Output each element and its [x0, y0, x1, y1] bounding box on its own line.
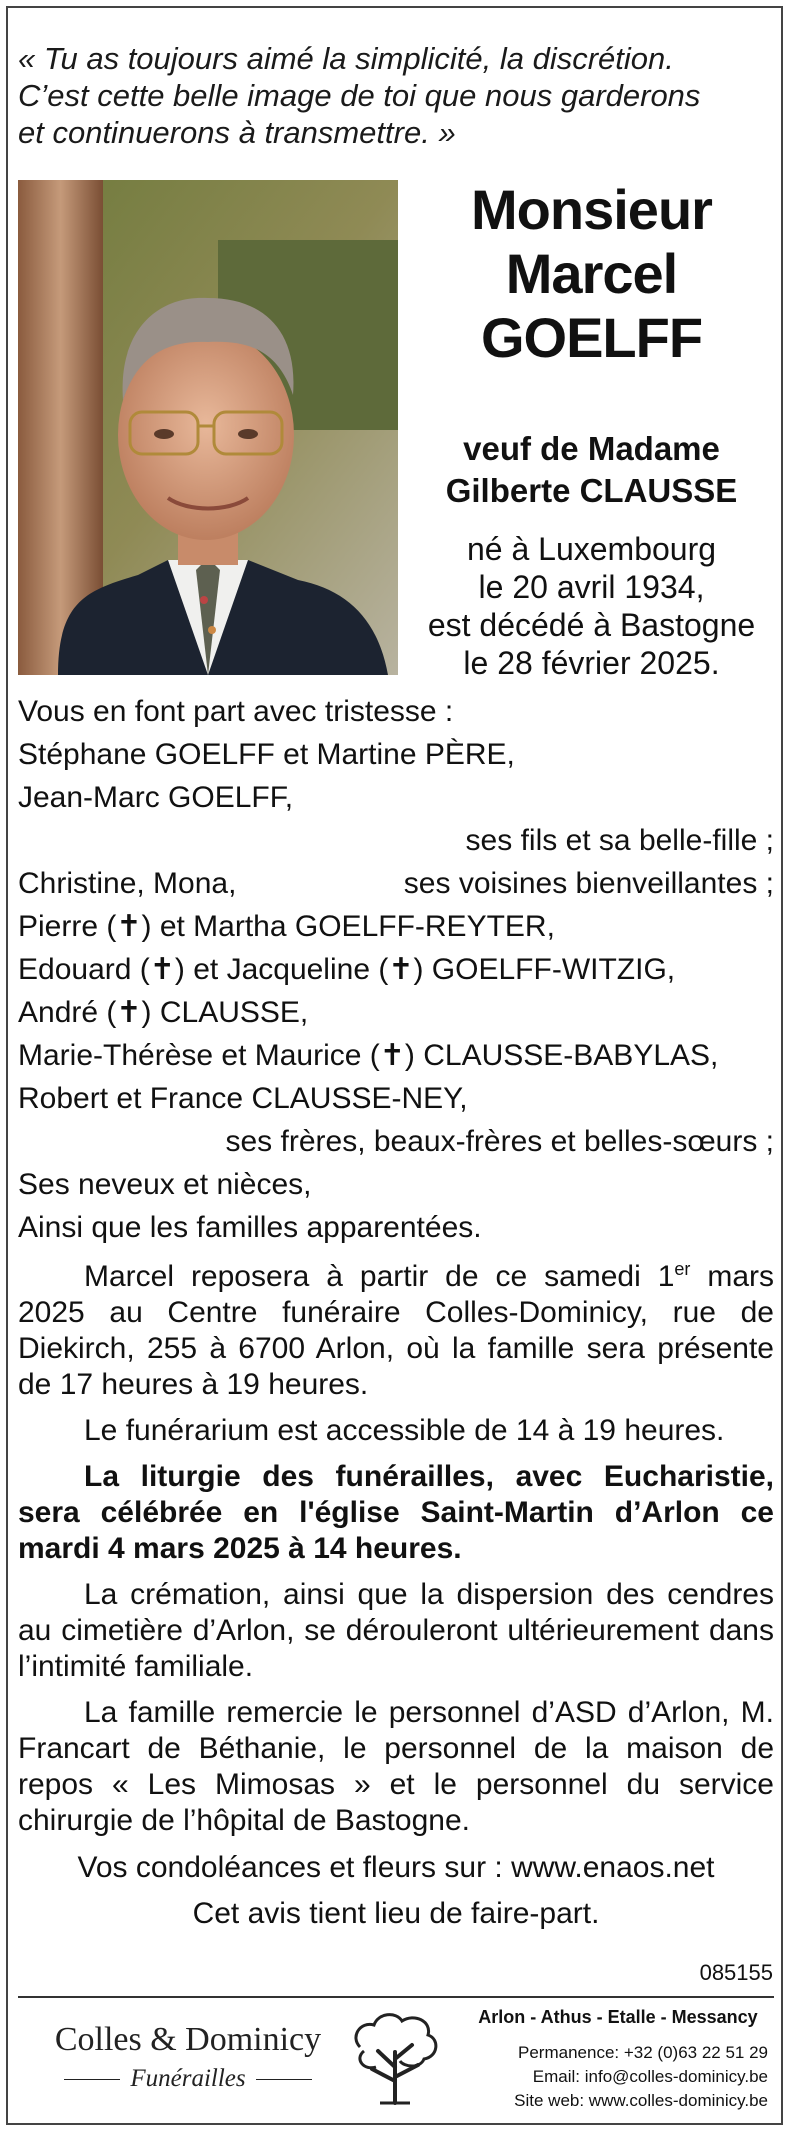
deceased-title: Monsieur — [471, 178, 712, 241]
deceased-first-name: Marcel — [505, 242, 678, 305]
cremation-paragraph: La crémation, ainsi que la dispersion des cendres au cimetière d’Arlon, se dérouleront ultérieurement dans l’intimité familiale. — [18, 1578, 774, 1683]
text: Marie-Thérèse et Maurice ( — [18, 1039, 380, 1072]
footer-divider — [18, 1996, 774, 1998]
brand-subtitle — [38, 2065, 338, 2093]
brand-name: Colles & Dominicy — [54, 2021, 322, 2058]
family-intro: Vous en font part avec tristesse : — [18, 695, 454, 728]
cross-icon: ✝ — [388, 953, 414, 986]
portrait-photo — [18, 180, 398, 675]
text: ) et Martha GOELFF-REYTER, — [141, 910, 555, 943]
quote-line: C’est cette belle image de toi que nous garderons — [18, 78, 701, 113]
superscript: er — [674, 1259, 691, 1279]
visitation-paragraph — [18, 1259, 774, 1403]
family-role: ses frères, beaux-frères et belles-sœurs ; — [225, 1125, 774, 1158]
widow-line: veuf de Madame — [463, 430, 720, 467]
family-line: Ainsi que les familles apparentées. — [18, 1211, 482, 1244]
reference-number: 085155 — [699, 1960, 773, 1985]
locations: Arlon - Athus - Etalle - Messancy — [478, 2007, 758, 2027]
liturgy-paragraph: La liturgie des funérailles, avec Eucharistie, sera célébrée en l'église Saint-Martin d’Arlon ce mardi 4 mars 2025 à 14 heures. — [18, 1460, 774, 1565]
tree-icon — [340, 2007, 450, 2107]
family-role: ses voisines bienveillantes ; — [403, 867, 774, 900]
cross-icon: ✝ — [149, 953, 175, 986]
death-place: est décédé à Bastogne — [427, 607, 756, 643]
divider — [64, 2079, 120, 2080]
notice-line: Cet avis tient lieu de faire-part. — [192, 1897, 600, 1930]
cross-icon: ✝ — [116, 996, 142, 1029]
deceased-last-name: GOELFF — [480, 306, 703, 369]
family-line — [18, 1034, 774, 1077]
quote-line: « Tu as toujours aimé la simplicité, la discrétion. — [18, 41, 674, 76]
text: mars 2025 au Centre funéraire Colles-Dominicy, rue de Diekirch, 255 à 6700 Arlon, où la famille sera présente de 17 heures à 19 heures. — [18, 1260, 774, 1401]
cross-icon: ✝ — [116, 910, 142, 943]
funerarium-paragraph: Le funérarium est accessible de 14 à 19 heures. — [84, 1414, 725, 1447]
text: André ( — [18, 996, 117, 1029]
epitaph-quote — [18, 40, 778, 151]
family-line: Jean-Marc GOELFF, — [18, 781, 294, 814]
family-line — [18, 905, 774, 948]
family-announcement — [18, 690, 774, 1937]
thanks-paragraph: La famille remercie le personnel d’ASD d’Arlon, M. Francart de Béthanie, le personnel de la maison de repos « Les Mimosas » et le personnel du service chirurgie de l’hôpital de Bastogne. — [18, 1696, 774, 1837]
text: ) et Jacqueline ( — [174, 953, 389, 986]
family-line — [18, 862, 774, 905]
brand-sub-text: Funérailles — [130, 2065, 246, 2092]
contact-info — [468, 2005, 768, 2113]
family-role: ses fils et sa belle-fille ; — [465, 824, 774, 857]
funeral-home-logo — [38, 2019, 338, 2093]
text: Marcel reposera à partir de ce samedi 1 — [84, 1260, 675, 1293]
family-line: Stéphane GOELFF et Martine PÈRE, — [18, 738, 515, 771]
death-date: le 28 février 2025. — [463, 645, 720, 681]
quote-line: et continuerons à transmettre. » — [18, 115, 456, 150]
text: ) GOELFF-WITZIG, — [413, 953, 676, 986]
family-line: Robert et France CLAUSSE-NEY, — [18, 1082, 468, 1115]
text: ) CLAUSSE, — [141, 996, 309, 1029]
family-line — [18, 991, 774, 1034]
widow-info — [400, 428, 783, 512]
text: Edouard ( — [18, 953, 150, 986]
text: ) CLAUSSE-BABYLAS, — [404, 1039, 719, 1072]
email-address: Email: info@colles-dominicy.be — [532, 2067, 768, 2086]
condolences-line: Vos condoléances et fleurs sur : www.enaos.net — [77, 1851, 715, 1884]
divider — [256, 2079, 312, 2080]
funeral-home-footer — [18, 2005, 774, 2115]
birth-place: né à Luxembourg — [466, 531, 717, 567]
birth-date: le 20 avril 1934, — [478, 569, 705, 605]
text: Pierre ( — [18, 910, 117, 943]
birth-death-info — [400, 530, 783, 682]
family-line — [18, 948, 774, 991]
cross-icon: ✝ — [379, 1039, 405, 1072]
phone-number: Permanence: +32 (0)63 22 51 29 — [518, 2043, 768, 2062]
family-line: Ses neveux et nièces, — [18, 1168, 312, 1201]
widow-line: Gilberte CLAUSSE — [445, 472, 738, 509]
deceased-header — [400, 178, 783, 682]
neighbours-names: Christine, Mona, — [18, 867, 237, 900]
website: Site web: www.colles-dominicy.be — [514, 2091, 768, 2110]
